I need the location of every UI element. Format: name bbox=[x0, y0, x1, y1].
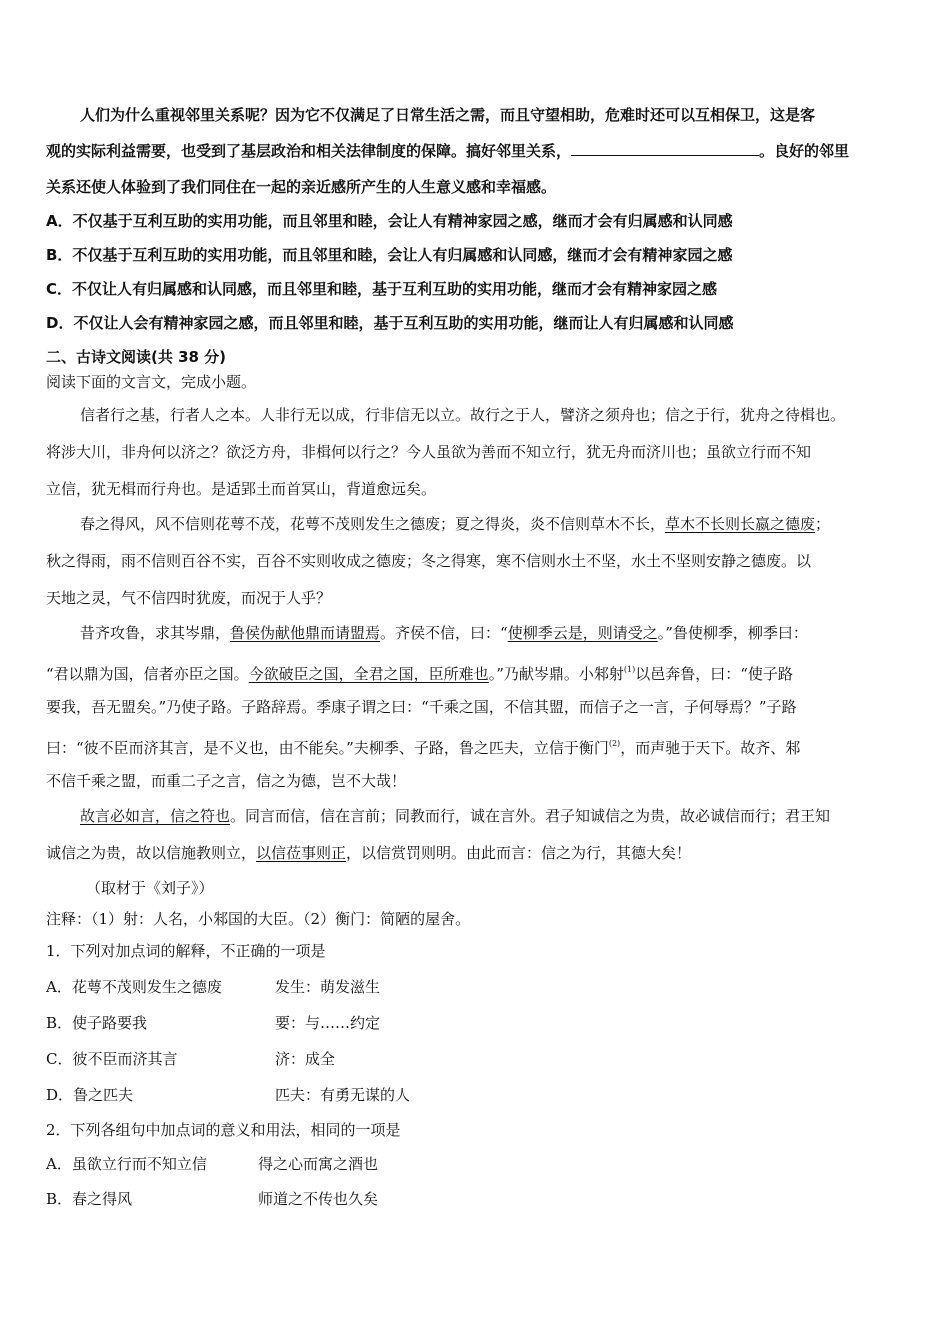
q1-option-a: A．花萼不茂则发生之德废 bbox=[46, 978, 222, 996]
q1-option-d: D．鲁之匹夫 bbox=[46, 1086, 134, 1104]
p3-l2-text-b: 。”乃献岑鼎。小邾射 bbox=[488, 665, 624, 683]
option-a: A．不仅基于互利互助的实用功能，而且邻里和睦，会让人有精神家园之感，继而才会有归属感和认同感 bbox=[46, 212, 733, 230]
passage-p4-line-1 bbox=[80, 806, 830, 826]
passage-p3-line-3: 要我，吾无盟矣。”乃使子路。子路辞焉。季康子谓之曰：“千乘之国，不信其盟，而信子之一言，子何辱焉？”子路 bbox=[46, 698, 797, 716]
option-b: B．不仅基于互利互助的实用功能，而且邻里和睦，会让人有归属感和认同感，继而才会有精神家园之感 bbox=[46, 246, 733, 264]
answer-blank bbox=[571, 141, 759, 156]
intro-line-2-text: 观的实际利益需要，也受到了基层政治和相关法律制度的保障。搞好邻里关系， bbox=[46, 142, 572, 160]
q2-option-b-compare: 师道之不传也久矣 bbox=[258, 1190, 379, 1208]
p3-l2-text-c: 以邑奔鲁，曰：“使子路 bbox=[635, 665, 793, 683]
p4-underlined-1: 故言必如言，信之符也 bbox=[80, 807, 231, 825]
passage-source: （取材于《刘子》） bbox=[86, 879, 214, 897]
passage-p4-line-2 bbox=[46, 843, 691, 863]
p2-text-a: 春之得风，风不信则花萼不茂，花萼不茂则发生之德废；夏之得炎，炎不信则草木不长， bbox=[80, 515, 666, 533]
q2-stem: 2．下列各组句中加点词的意义和用法，相同的一项是 bbox=[46, 1121, 401, 1139]
p4-text-a: 。同言而信，信在言前；同教而行，诚在言外。君子知诚信之为贵，故必诚信而行；君王知 bbox=[230, 807, 831, 825]
q1-option-b: B．使子路要我 bbox=[46, 1014, 148, 1032]
p3-underlined-1: 鲁侯伪献他鼎而请盟焉 bbox=[230, 624, 381, 642]
q1-option-c: C．彼不臣而济其言 bbox=[46, 1050, 178, 1068]
footnote-marker-2: (2) bbox=[608, 739, 621, 748]
section-instruction: 阅读下面的文言文，完成小题。 bbox=[46, 373, 257, 391]
q1-option-c-gloss: 济：成全 bbox=[275, 1050, 336, 1068]
passage-p3-line-2 bbox=[46, 660, 793, 684]
p4-l2-text-a: 诚信之为贵，故以信施教则立， bbox=[46, 844, 257, 862]
p3-underlined-2: 使柳季云是，则请受之 bbox=[507, 624, 658, 642]
q1-stem: 1．下列对加点词的解释，不正确的一项是 bbox=[46, 942, 326, 960]
q2-option-a: A．虽欲立行而不知立信 bbox=[46, 1155, 207, 1173]
p3-l2-text-a: “君以鼎为国，信者亦臣之国。 bbox=[46, 665, 249, 683]
intro-line-1: 人们为什么重视邻里关系呢？因为它不仅满足了日常生活之需，而且守望相助，危难时还可以互相保卫，这是客 bbox=[80, 106, 816, 124]
intro-line-2 bbox=[46, 141, 849, 161]
passage-p1-line-1: 信者行之基，行者人之本。人非行无以成，行非信无以立。故行之于人，譬济之须舟也；信之于行，犹舟之待楫也。 bbox=[80, 406, 846, 424]
p3-l4-text-b: ，而声驰于天下。故齐、邾 bbox=[620, 739, 801, 757]
passage-p3-line-1 bbox=[80, 623, 808, 643]
passage-p3-line-4 bbox=[46, 734, 800, 758]
option-d: D．不仅让人会有精神家园之感，而且邻里和睦，基于互利互助的实用功能，继而让人有归属感和认同感 bbox=[46, 314, 734, 332]
passage-p1-line-2: 将涉大川，非舟何以济之？欲泛方舟，非楫何以行之？今人虽欲为善而不知立行，犹无舟而济川也；虽欲立行而不知 bbox=[46, 443, 812, 461]
p3-text-b: 。齐侯不信，曰：“ bbox=[380, 624, 508, 642]
p3-l4-text-a: 曰：“彼不臣而济其言，是不义也，由不能矣。”夫柳季、子路，鲁之匹夫，立信于衡门 bbox=[46, 739, 609, 757]
intro-line-2-tail: 。良好的邻里 bbox=[759, 142, 850, 160]
passage-p3-line-5: 不信千乘之盟，而重二子之言，信之为德，岂不大哉！ bbox=[46, 772, 407, 790]
p3-text-c: 。”鲁使柳季，柳季曰： bbox=[657, 624, 808, 642]
section-title: 二、古诗文阅读(共 38 分) bbox=[46, 348, 227, 366]
q2-option-b: B．春之得风 bbox=[46, 1190, 133, 1208]
q1-option-d-gloss: 匹夫：有勇无谋的人 bbox=[275, 1086, 411, 1104]
p2-underlined-sentence: 草木不长则长嬴之德废 bbox=[665, 515, 816, 533]
p2-text-b: ； bbox=[815, 515, 831, 533]
p4-underlined-2: 以信莅事则正 bbox=[256, 844, 347, 862]
q1-option-b-gloss: 要：与……约定 bbox=[275, 1014, 381, 1032]
intro-line-3: 关系还使人体验到了我们同住在一起的亲近感所产生的人生意义感和幸福感。 bbox=[46, 178, 557, 196]
passage-p2-line-3: 天地之灵，气不信四时犹废，而况于人乎？ bbox=[46, 589, 332, 607]
p3-underlined-3: 今欲破臣之国，全君之国，臣所难也 bbox=[248, 665, 489, 683]
passage-p2-line-1 bbox=[80, 514, 830, 534]
passage-notes: 注释：（1）射：人名，小邾国的大臣。（2）衡门：简陋的屋舍。 bbox=[46, 910, 471, 928]
option-c: C．不仅让人有归属感和认同感，而且邻里和睦，基于互利互助的实用功能，继而才会有精神家园之感 bbox=[46, 280, 718, 298]
passage-p2-line-2: 秋之得雨，雨不信则百谷不实，百谷不实则收成之德废；冬之得寒，寒不信则水土不坚，水土不坚则安静之德废。以 bbox=[46, 552, 812, 570]
footnote-marker-1: (1) bbox=[623, 665, 636, 674]
passage-p1-line-3: 立信，犹无楫而行舟也。是适郢土而首冥山，背道愈远矣。 bbox=[46, 480, 437, 498]
q2-option-a-compare: 得之心而寓之酒也 bbox=[258, 1155, 379, 1173]
p4-l2-text-b: ，以信赏罚则明。由此而言：信之为行，其德大矣！ bbox=[346, 844, 692, 862]
q1-option-a-gloss: 发生：萌发滋生 bbox=[275, 978, 381, 996]
p3-text-a: 昔齐攻鲁，求其岑鼎， bbox=[80, 624, 231, 642]
